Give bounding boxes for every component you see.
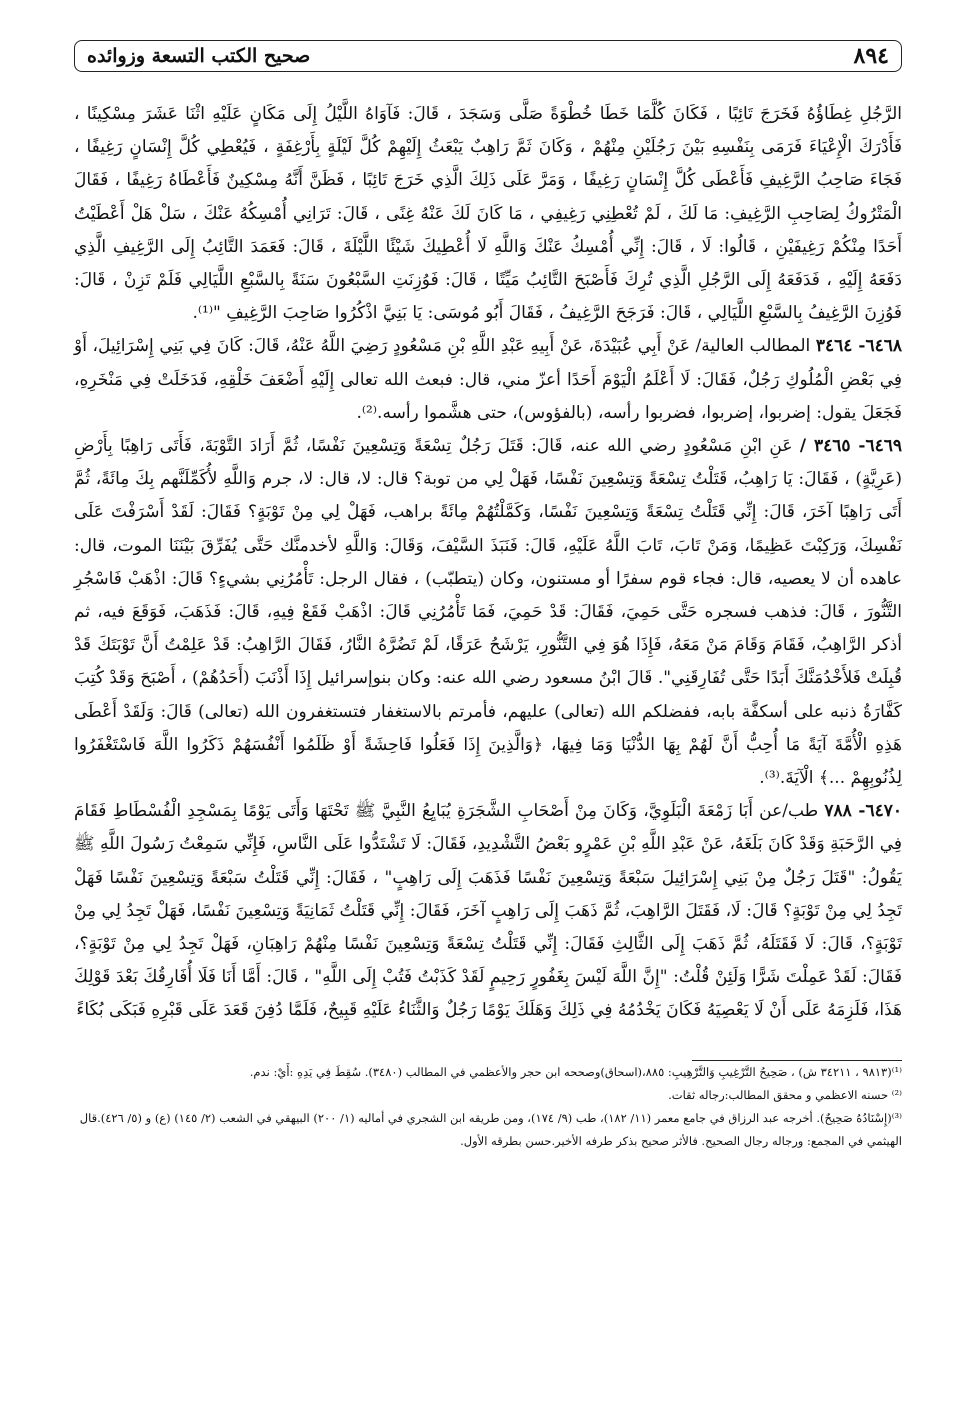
paragraph-text: المطالب العالية/ عَنْ أَبِي عُبَيْدَةَ، عَنْ أَبِيهِ عَبْدِ اللَّهِ بْنِ مَسْعُودٍ رَضِيَ اللَّهُ عَنْهُ، قَالَ: كَانَ فِي بَنِي إِسْرَائِيلَ، أَوْ فِي بَعْضِ الْمُلُوكِ رَجُلٌ، فَقَالَ: لَا أَعْلَمُ الْيَوْمَ أَحَدًا أعزّ مني، قال: فبعث الله تعالى إِلَيْهِ أَضْعَفَ خَلْقِهِ، فَدَخَلَتْ فِي مَنْخَرِهِ، فَجَعَلَ يقول: إضربوا، إضربوا، فضربوا رأسه، (بالفؤوس)، حتى هشَّموا رأسه.⁽²⁾. bbox=[74, 336, 902, 423]
paragraph-text: عَنِ ابْنِ مَسْعُودٍ رضي الله عنه، قَالَ: قَتَلَ رَجُلٌ تِسْعَةً وَتِسْعِينَ نَفْسًا، ثُمَّ أَرَادَ التَّوْبَةَ، فَأَتَى رَاهِبًا بِأَرْضِ (عَرِيَّةٍ) ، فَقَالَ: يَا رَاهِبُ، قَتَلْتُ تِسْعَةً وَتِسْعِينَ نَفْسًا، فَهَلْ لِي من توبة؟ قال: لا، قال: لا، جرم وَاللَّهِ لأُكَمِّلَنَّهم بِكَ مِائَةً، ثُمَّ أَتَى رَاهِبًا آخَرَ، قَالَ: إِنِّي قَتَلْتُ تِسْعَةً وَتِسْعِينَ نَفْسًا، وَكَمَّلْتُهُمْ مِائَةً براهب، فَهَلْ لِي مِنْ تَوْبَةٍ؟ فَقَالَ: لَقَدْ أَسْرَفْتَ عَلَى نَفْسِكَ، وَرَكِبْتَ عَظِيمًا، وَمَنْ تَابَ، تَابَ اللَّهُ عَلَيْهِ، قَالَ: فَنَبَذَ السَّيْفَ، وَقَالَ: وَاللَّهِ لأخدمنَّك حَتَّى يُفَرِّقَ بَيْنَنَا الموت، قال: عاهده أن لا يعصيه، قال: فجاء قوم سفرًا أو مستنون، وكان (يتطبّب) ، فقال الرجل: تَأْمُرُنِي بشيءٍ؟ قَالَ: اذْهَبْ فَاسْجُرِ التَّنُّورَ ، قَالَ: فذهب فسجره حَتَّى حَمِيَ، فَقَالَ: قَدْ حَمِيَ، فَمَا تَأْمُرُنِي قَالَ: اذْهَبْ فَقَعْ فِيهِ، قَالَ: فَذَهَبَ، فَوَقَعَ فيه، ثم أذكر الرَّاهِبُ، فَقَامَ وَقَامَ مَنْ مَعَهُ، فَإِذَا هُوَ فِي التَّنُّورِ، يَرْشَحُ عَرَقًا، لَمْ تَضُرَّهُ النَّارُ، فَقَالَ الرَّاهِبُ: قَدْ عَلِمْتُ أَنَّ تَوْبَتَكَ قَدْ قُبِلَتْ فَلأَخْدُمَنَّكَ أَبَدًا حَتَّى تُفَارِقَنِي". قَالَ ابْنُ مسعود رضي الله عنه: وكان بنوإسرائيل إِذَا أَذْنَبَ (أَحَدُهُمْ) ، أَصْبَحَ وَقَدْ كُتِبَ كَفَّارَةُ ذنبه على أسكفَّة بابه، ففضلكم الله (تعالى) عليهم، فأمرتم بالاستغفار فتستغفرون الله (تعالى) قَالَ: وَلَقَدْ أَعْطَى هَذِهِ الْأُمَّةَ آيَةً مَا أُحِبُّ أَنَّ لَهُمْ بِهَا الدُّنْيَا وَمَا فِيهَا، ﴿وَالَّذِينَ إِذَا فَعَلُوا فَاحِشَةً أَوْ ظَلَمُوا أَنْفُسَهُمْ ذَكَرُوا اللَّهَ فَاسْتَغْفَرُوا لِذُنُوبِهِمْ ...﴾ الْآيَةَ.⁽³⁾. bbox=[74, 436, 902, 789]
footnote-1: ⁽¹⁾(٩٨١٣ ، ٣٤٢١١ ش) ، صَحِيحُ التَّرْغِيبِ وَالتَّرْهِيبِ: ٨٨٥،(اسحاق)وصححه ابن حجر والأعظمي في المطالب (٣٤٨٠). سُقِطَ فِي يَدِهِ :أَيْ: ندم. bbox=[249, 1064, 902, 1079]
hadith-6468 bbox=[74, 330, 902, 430]
hadith-number: ٦٤٦٨- ٣٤٦٤ bbox=[815, 336, 902, 357]
paragraph-text: الرَّجُلِ غِطَاؤُهُ فَخَرَجَ تَائِبًا ، فَكَانَ كُلَّمَا خَطَا خُطْوَةً صَلَّى وَسَجَدَ ، قَالَ: فَآوَاهُ اللَّيْلُ إِلَى مَكَانٍ عَلَيْهِ اثْنَا عَشَرَ مِسْكِينًا ، فَأَدْرَكَ الْإِعْيَاءَ فَرَمَى بِنَفْسِهِ بَيْنَ رَجُلَيْنِ مِنْهُمْ ، وَكَانَ ثَمَّ رَاهِبٌ يَبْعَثُ إِلَيْهِمْ كُلَّ لَيْلَةٍ بِأَرْغِفَةٍ ، فَيُعْطِي كُلَّ إِنْسَانٍ رَغِيفًا ، فَجَاءَ صَاحِبُ الرَّغِيفِ فَأَعْطَى كُلَّ إِنْسَانٍ رَغِيفًا ، وَمَرَّ عَلَى ذَلِكَ الَّذِي خَرَجَ تَائِبًا ، فَظَنَّ أَنَّهُ مِسْكِينٌ فَأَعْطَاهُ رَغِيفًا ، فَقَالَ الْمَتْرُوكُ لِصَاحِبِ الرَّغِيفِ: مَا لَكَ ، لَمْ تُعْطِنِي رَغِيفِي ، مَا كَانَ لَكَ عَنْهُ غِنًى ، قَالَ: تَرَانِي أُمْسِكُهُ عَنْكَ ، سَلْ هَلْ أَعْطَيْتُ أَحَدًا مِنْكُمْ رَغِيفَيْنِ ، قَالُوا: لَا ، قَالَ: إِنِّي أُمْسِكُ عَنْكَ وَاللَّهِ لَا أُعْطِيكَ شَيْئًا اللَّيْلَةَ ، قَالَ: فَعَمَدَ التَّائِبُ إِلَى الرَّغِيفِ الَّذِي دَفَعَهُ إِلَيْهِ ، فَدَفَعَهُ إِلَى الرَّجُلِ الَّذِي تُرِكَ فَأَصْبَحَ التَّائِبُ مَيِّتًا ، قَالَ: فَوُزِنَتِ السَّبْعُونَ سَنَةً بِالسَّبْعِ اللَّيَالِي فَلَمْ تَزِنْ ، قَالَ: فَوُزِنَ الرَّغِيفُ بِالسَّبْعِ اللَّيَالِي ، قَالَ: فَرَجَحَ الرَّغِيفُ ، فَقَالَ أَبُو مُوسَى: يَا بَنِيَّ اذْكُرُوا صَاحِبَ الرَّغِيفِ "⁽¹⁾. bbox=[74, 104, 902, 324]
paragraph-text: طب/عن أَبَا زَمْعَةَ الْبَلَوِيَّ، وَكَانَ مِنْ أَصْحَابِ الشَّجَرَةِ يُبَايِعُ النَّبِيَّ ﷺ تَحْتَهَا وَأَتَى يَوْمًا بِمَسْجِدِ الْفُسْطَاطِ فَقَامَ فِي الرَّحَبَةِ وَقَدْ كَانَ بَلَغَهُ، عَنْ عَبْدِ اللَّهِ بْنِ عَمْرٍو بَعْضُ التَّشْدِيدِ، فَقَالَ: لَا تَشْتَدُّوا عَلَى النَّاسِ، فَإِنِّي سَمِعْتُ رَسُولَ اللَّهِ ﷺ يَقُولُ: "قَتَلَ رَجُلٌ مِنْ بَنِي إِسْرَائِيلَ سَبْعَةً وَتِسْعِينَ نَفْسًا فَذَهَبَ إِلَى رَاهِبٍ" ، فَقَالَ: إِنِّي قَتَلْتُ سَبْعَةً وَتِسْعِينَ نَفْسًا فَهَلْ تَجِدُ لِي مِنْ تَوْبَةٍ؟ قَالَ: لَا، فَقَتَلَ الرَّاهِبَ، ثُمَّ ذَهَبَ إِلَى رَاهِبٍ آخَرَ، فَقَالَ: إِنِّي قَتَلْتُ ثَمَانِيَةً وَتِسْعِينَ نَفْسًا، فَهَلْ تَجِدُ لِي مِنْ تَوْبَةٍ؟، قَالَ: لَا فَقَتَلَهُ، ثُمَّ ذَهَبَ إِلَى الثَّالِثِ فَقَالَ: إِنِّي قَتَلْتُ تِسْعَةً وَتِسْعِينَ نَفْسًا مِنْهُمْ رَاهِبَانِ، فَهَلْ تَجِدُ لِي مِنْ تَوْبَةٍ؟، فَقَالَ: لَقَدْ عَمِلْتَ شَرًّا وَلَئِنْ قُلْتُ: "إِنَّ اللَّهَ لَيْسَ بِغَفُورٍ رَحِيمٍ لَقَدْ كَذَبْتُ فَتُبْ إِلَى اللَّهِ" ، قَالَ: أَمَّا أَنَا فَلَا أُفَارِقُكَ بَعْدَ قَوْلِكَ هَذَا، فَلَزِمَهُ عَلَى أَنْ لَا يَعْصِيَهُ فَكَانَ يَخْدُمُهُ فِي ذَلِكَ وَهَلَكَ يَوْمًا رَجُلٌ وَالثَّنَاءُ عَلَيْهِ قَبِيحٌ، فَلَمَّا دُفِنَ قَعَدَ عَلَى قَبْرِهِ فَبَكَى بُكَاءً bbox=[74, 801, 903, 1021]
hadith-6470 bbox=[74, 795, 902, 1027]
book-page bbox=[74, 40, 902, 1153]
footnote-3: ⁽³⁾(إِسْنَادُهُ صَحِيحٌ). أخرجه عبد الرزاق في جامع معمر (١١/ ١٨٢)، طب (٩/ ١٧٤)، ومن طريقه ابن الشجري في أماليه (١/ ٢٠٠) البيهقي في الشعب (٢/ ١٤٥) (ع) و (٥/ ٤٢٦).قال الهيثمي في المجمع: ورجاله رجال الصحيح. فالأثر صحيح بذكر طرفه الأخير.حسن بطرقه الأول. bbox=[79, 1110, 902, 1148]
book-title: صحيح الكتب التسعة وزوائده bbox=[87, 45, 311, 67]
footnote-2: ⁽²⁾ حسنه الاعظمي و محقق المطالب:رجاله ثقات. bbox=[668, 1087, 902, 1102]
hadith-number: ٦٤٧٠- ٧٨٨ bbox=[824, 801, 902, 822]
main-text bbox=[74, 98, 902, 1028]
paragraph-continuation bbox=[74, 98, 902, 330]
hadith-6469 bbox=[74, 430, 902, 795]
page-number: ٨٩٤ bbox=[853, 43, 889, 69]
footnotes bbox=[74, 1061, 902, 1153]
hadith-number: ٦٤٦٩- ٣٤٦٥ / bbox=[799, 436, 902, 457]
page-header bbox=[74, 40, 902, 72]
